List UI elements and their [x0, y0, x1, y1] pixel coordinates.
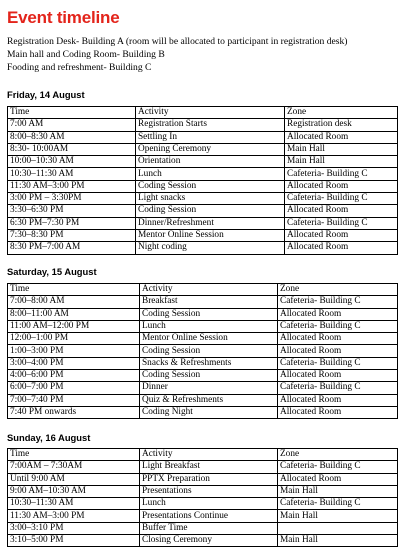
zone-cell: Cafeteria- Building C: [278, 357, 398, 369]
table-row: [8, 394, 398, 406]
zone-cell: Allocated Room: [278, 394, 398, 406]
activity-cell: Registration Starts: [136, 119, 285, 131]
table-row: [8, 357, 398, 369]
table-row: [8, 119, 398, 131]
table-row: [8, 242, 398, 254]
activity-cell: PPTX Preparation: [140, 473, 278, 485]
time-cell: 7:00–7:40 PM: [8, 394, 140, 406]
zone-cell: Allocated Room: [285, 180, 398, 192]
zone-cell: Allocated Room: [278, 333, 398, 345]
day-heading: Sunday, 16 August: [7, 432, 91, 443]
zone-cell: Cafeteria- Building C: [285, 193, 398, 205]
zone-cell: Main Hall: [278, 510, 398, 522]
intro-line-1: Registration Desk- Building A (room will be allocated to participant in registration desk): [7, 36, 348, 47]
activity-cell: Lunch: [140, 498, 278, 510]
activity-cell: Light Breakfast: [140, 461, 278, 473]
time-cell: 8:00–8:30 AM: [8, 131, 136, 143]
time-cell: 6:00–7:00 PM: [8, 382, 140, 394]
table-row: [8, 229, 398, 241]
table-row: [8, 193, 398, 205]
zone-cell: Cafeteria- Building C: [278, 382, 398, 394]
time-cell: 11:00 AM–12:00 PM: [8, 320, 140, 332]
time-cell: 3:00 PM – 3:30PM: [8, 193, 136, 205]
activity-cell: Presentations: [140, 485, 278, 497]
zone-cell: Cafeteria- Building C: [278, 320, 398, 332]
time-cell: 7:00 AM: [8, 119, 136, 131]
table-row: [8, 180, 398, 192]
day-heading: Friday, 14 August: [7, 89, 85, 100]
table-row: [8, 308, 398, 320]
time-cell: 3:30–6:30 PM: [8, 205, 136, 217]
time-cell: 11:30 AM–3:00 PM: [8, 180, 136, 192]
activity-cell: Mentor Online Session: [136, 229, 285, 241]
zone-cell: Main Hall: [285, 156, 398, 168]
zone-cell: Main Hall: [278, 535, 398, 547]
table-row: [8, 510, 398, 522]
column-header: Time: [8, 284, 140, 296]
table-row: [8, 333, 398, 345]
day-heading: Saturday, 15 August: [7, 266, 97, 277]
activity-cell: Light snacks: [136, 193, 285, 205]
time-cell: 6:30 PM–7:30 PM: [8, 217, 136, 229]
column-header: Activity: [136, 107, 285, 119]
table-row: [8, 156, 398, 168]
table-row: [8, 217, 398, 229]
table-row: [8, 473, 398, 485]
activity-cell: Coding Session: [140, 345, 278, 357]
table-row: [8, 498, 398, 510]
table-row: [8, 535, 398, 547]
time-cell: 7:30–8:30 PM: [8, 229, 136, 241]
time-cell: Until 9:00 AM: [8, 473, 140, 485]
table-header-row: [8, 107, 398, 119]
time-cell: 10:30–11:30 AM: [8, 168, 136, 180]
table-row: [8, 131, 398, 143]
table-row: [8, 143, 398, 155]
activity-cell: Coding Session: [140, 308, 278, 320]
table-row: [8, 320, 398, 332]
column-header: Zone: [278, 449, 398, 461]
schedule-table: [7, 106, 398, 255]
time-cell: 3:00–3:10 PM: [8, 522, 140, 534]
table-row: [8, 522, 398, 534]
zone-cell: Cafeteria- Building C: [278, 296, 398, 308]
table-header-row: [8, 284, 398, 296]
schedule-table: [7, 448, 398, 547]
activity-cell: Dinner/Refreshment: [136, 217, 285, 229]
activity-cell: Settling In: [136, 131, 285, 143]
activity-cell: Coding Night: [140, 406, 278, 418]
zone-cell: Allocated Room: [278, 406, 398, 418]
zone-cell: Allocated Room: [278, 345, 398, 357]
zone-cell: Allocated Room: [285, 242, 398, 254]
activity-cell: Coding Session: [136, 180, 285, 192]
time-cell: 7:40 PM onwards: [8, 406, 140, 418]
time-cell: 3:00–4:00 PM: [8, 357, 140, 369]
table-row: [8, 345, 398, 357]
time-cell: 8:30- 10:00AM: [8, 143, 136, 155]
activity-cell: Night coding: [136, 242, 285, 254]
activity-cell: Quiz & Refreshments: [140, 394, 278, 406]
column-header: Activity: [140, 284, 278, 296]
column-header: Zone: [285, 107, 398, 119]
zone-cell: Main Hall: [278, 485, 398, 497]
time-cell: 10:30–11:30 AM: [8, 498, 140, 510]
zone-cell: Cafeteria- Building C: [278, 498, 398, 510]
zone-cell: Main Hall: [285, 143, 398, 155]
activity-cell: Closing Ceremony: [140, 535, 278, 547]
activity-cell: Coding Session: [140, 370, 278, 382]
time-cell: 12:00–1:00 PM: [8, 333, 140, 345]
time-cell: 10:00–10:30 AM: [8, 156, 136, 168]
activity-cell: Snacks & Refreshments: [140, 357, 278, 369]
time-cell: 7:00AM – 7:30AM: [8, 461, 140, 473]
zone-cell: Allocated Room: [285, 229, 398, 241]
zone-cell: Cafeteria- Building C: [278, 461, 398, 473]
activity-cell: Lunch: [140, 320, 278, 332]
intro-line-2: Main hall and Coding Room- Building B: [7, 49, 165, 61]
zone-cell: Cafeteria- Building C: [285, 217, 398, 229]
zone-cell: Cafeteria- Building C: [285, 168, 398, 180]
column-header: Activity: [140, 449, 278, 461]
table-row: [8, 168, 398, 180]
zone-cell: Allocated Room: [278, 473, 398, 485]
column-header: Time: [8, 107, 136, 119]
time-cell: 8:30 PM–7:00 AM: [8, 242, 136, 254]
time-cell: 1:00–3:00 PM: [8, 345, 140, 357]
table-row: [8, 485, 398, 497]
page-title: Event timeline: [7, 8, 120, 27]
activity-cell: Buffer Time: [140, 522, 278, 534]
schedule-table: [7, 283, 398, 419]
time-cell: 11:30 AM–3:00 PM: [8, 510, 140, 522]
intro-line-3: Fooding and refreshment- Building C: [7, 62, 152, 74]
table-row: [8, 370, 398, 382]
column-header: Zone: [278, 284, 398, 296]
table-row: [8, 406, 398, 418]
zone-cell: Allocated Room: [278, 370, 398, 382]
time-cell: 4:00–6:00 PM: [8, 370, 140, 382]
activity-cell: Breakfast: [140, 296, 278, 308]
table-row: [8, 461, 398, 473]
time-cell: 8:00–11:00 AM: [8, 308, 140, 320]
zone-cell: Registration desk: [285, 119, 398, 131]
activity-cell: Lunch: [136, 168, 285, 180]
table-row: [8, 296, 398, 308]
table-header-row: [8, 449, 398, 461]
column-header: Time: [8, 449, 140, 461]
table-row: [8, 382, 398, 394]
activity-cell: Opening Ceremony: [136, 143, 285, 155]
time-cell: 3:10–5:00 PM: [8, 535, 140, 547]
time-cell: 9:00 AM–10:30 AM: [8, 485, 140, 497]
activity-cell: Dinner: [140, 382, 278, 394]
time-cell: 7:00–8:00 AM: [8, 296, 140, 308]
activity-cell: Coding Session: [136, 205, 285, 217]
table-row: [8, 205, 398, 217]
zone-cell: Allocated Room: [278, 308, 398, 320]
activity-cell: Presentations Continue: [140, 510, 278, 522]
zone-cell: [278, 522, 398, 534]
activity-cell: Mentor Online Session: [140, 333, 278, 345]
zone-cell: Allocated Room: [285, 131, 398, 143]
activity-cell: Orientation: [136, 156, 285, 168]
zone-cell: Allocated Room: [285, 205, 398, 217]
